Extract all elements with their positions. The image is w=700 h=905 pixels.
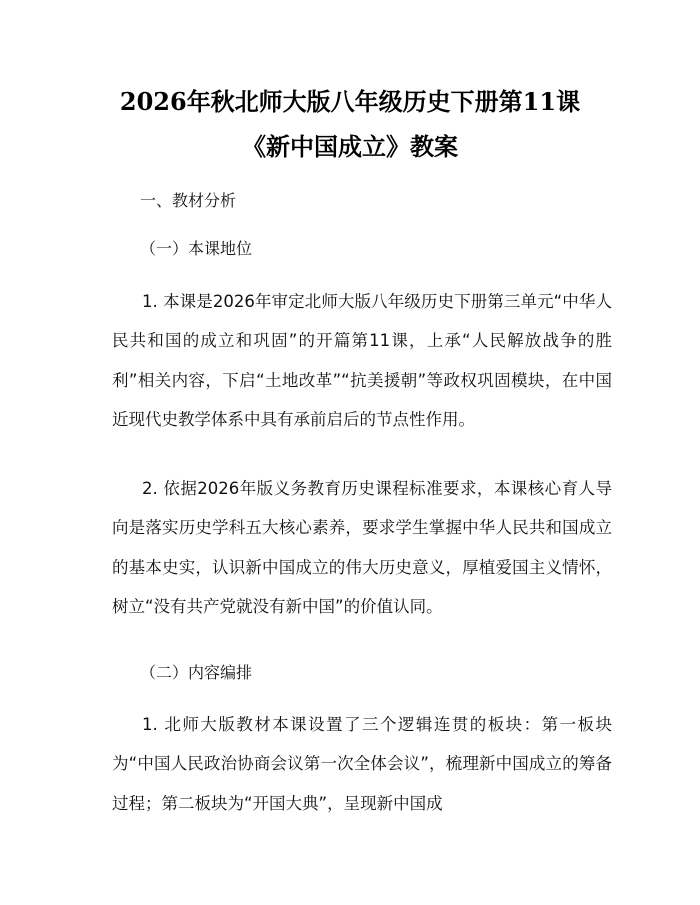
- subsection-heading-lesson-position: （一）本课地位: [140, 239, 253, 258]
- section-heading-textbook-analysis: 一、教材分析: [140, 191, 237, 210]
- subsection-heading-content-arrangement: （二）内容编排: [140, 663, 253, 682]
- document-title-line-2: 《新中国成立》教案: [242, 132, 458, 161]
- paragraph-content-arrangement-1: 1. 北师大版教材本课设置了三个逻辑连贯的板块：第一板块为“中国人民政治协商会议第一次全体会议”，梳理新中国成立的筹备过程；第二板块为“开国大典”，呈现新中国成: [112, 715, 612, 813]
- paragraph-lesson-position-2: 2. 依据2026年版义务教育历史课程标准要求，本课核心育人导向是落实历史学科五大核心素养，要求学生掌握中华人民共和国成立的基本史实，认识新中国成立的伟大历史意义，厚植爱国主义情怀，树立“没有共产党就没有新中国”的价值认同。: [112, 479, 612, 617]
- document-title-line-1: 2026年秋北师大版八年级历史下册第11课: [119, 87, 581, 116]
- paragraph-lesson-position-1: 1. 本课是2026年审定北师大版八年级历史下册第三单元“中华人民共和国的成立和巩固”的开篇第11课，上承“人民解放战争的胜利”相关内容，下启“土地改革”“抗美援朝”等政权巩固模块，在中国近现代史教学体系中具有承前启后的节点性作用。: [112, 292, 612, 430]
